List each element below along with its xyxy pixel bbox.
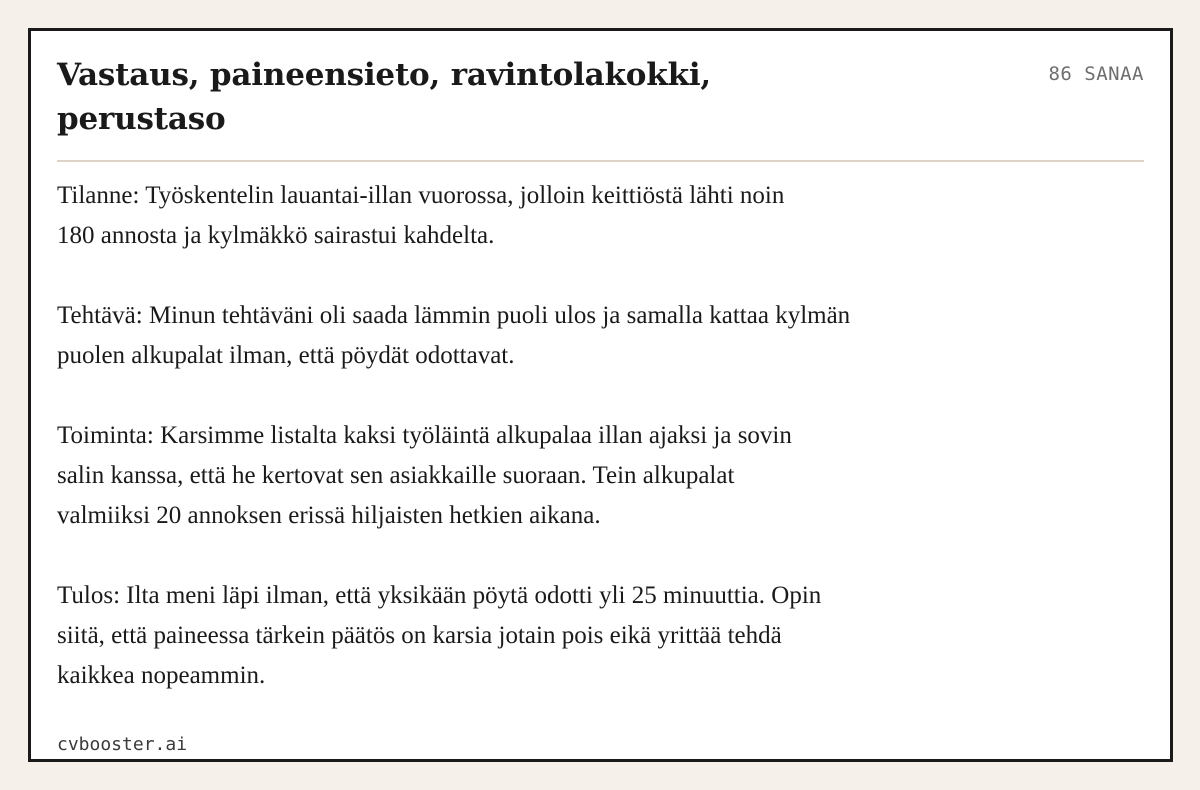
text-line: Tehtävä: Minun tehtäväni oli saada lämmin puoli ulos ja samalla kattaa kylmän <box>57 302 851 329</box>
text-line: Toiminta: Karsimme listalta kaksi työläintä alkupalaa illan ajaksi ja sovin <box>57 422 792 449</box>
paragraph-result <box>57 576 1037 696</box>
page-title <box>57 53 817 141</box>
word-count-badge: 86 SANAA <box>1048 63 1144 85</box>
title-line: Vastaus, paineensieto, ravintolakokki, <box>57 57 712 93</box>
answer-body <box>57 176 1037 736</box>
title-line: perustaso <box>57 101 226 137</box>
text-line: valmiiksi 20 annoksen erissä hiljaisten hetkien aikana. <box>57 502 601 529</box>
text-line: siitä, että paineessa tärkein päätös on karsia jotain pois eikä yrittää tehdä <box>57 622 782 649</box>
text-line: Tilanne: Työskentelin lauantai-illan vuorossa, jolloin keittiöstä lähti noin <box>57 182 785 209</box>
text-line: puolen alkupalat ilman, että pöydät odottavat. <box>57 342 515 369</box>
brand-footer: cvbooster.ai <box>57 734 188 755</box>
paragraph-task <box>57 296 1037 376</box>
answer-card <box>28 28 1173 762</box>
paragraph-situation <box>57 176 1037 256</box>
divider <box>57 160 1144 162</box>
text-line: kaikkea nopeammin. <box>57 662 266 689</box>
paragraph-action <box>57 416 1037 536</box>
text-line: Tulos: Ilta meni läpi ilman, että yksikään pöytä odotti yli 25 minuuttia. Opin <box>57 582 822 609</box>
text-line: salin kanssa, että he kertovat sen asiakkaille suoraan. Tein alkupalat <box>57 462 735 489</box>
text-line: 180 annosta ja kylmäkkö sairastui kahdelta. <box>57 222 495 249</box>
